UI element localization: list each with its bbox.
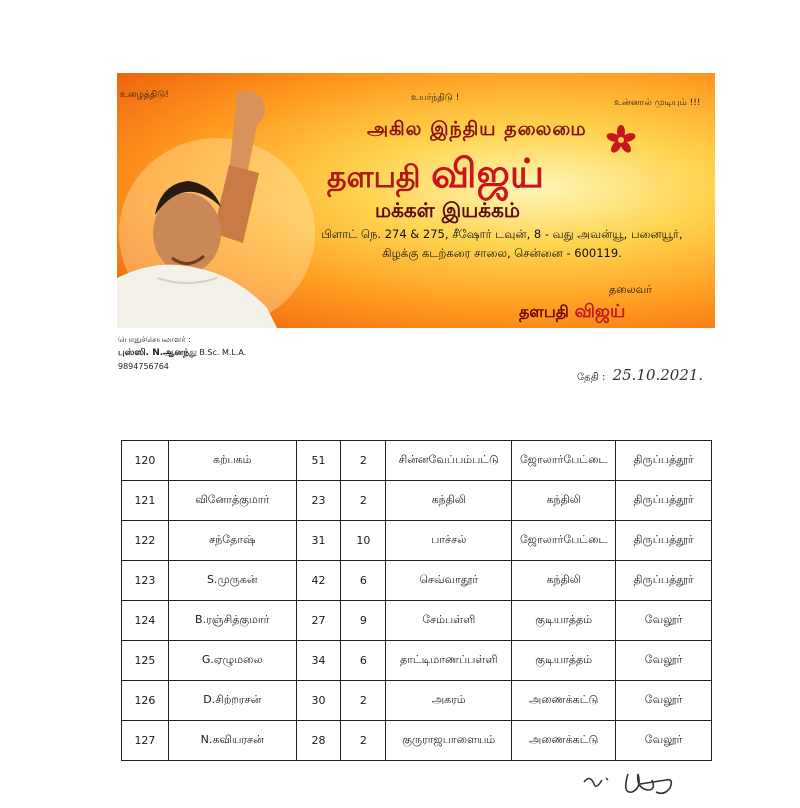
name-cell: N.கவியரசன் bbox=[168, 721, 296, 761]
secretary-label: பொதுச்செயலாளர் : bbox=[118, 335, 191, 344]
serial-cell: 124 bbox=[122, 601, 169, 641]
name-cell: D.சிற்றரசன் bbox=[168, 681, 296, 721]
age-cell: 42 bbox=[296, 561, 341, 601]
table-row bbox=[122, 721, 712, 761]
org-name-main: விஜய் bbox=[430, 151, 545, 197]
age-cell: 30 bbox=[296, 681, 341, 721]
table-row bbox=[122, 601, 712, 641]
district-cell: வேலூர் bbox=[616, 681, 712, 721]
name-cell: வினோத்குமார் bbox=[168, 481, 296, 521]
district-cell: திருப்பத்தூர் bbox=[616, 521, 712, 561]
slogan-left: உழைத்திடு! bbox=[120, 90, 169, 100]
address-line-1: பிளாட் நெ. 274 & 275, சீஷோர் டவுன், 8 - வது அவன்யூ, பனையூர், bbox=[321, 227, 683, 241]
date-label: தேதி : bbox=[577, 372, 606, 383]
secretary-phone: 9894756764 bbox=[118, 362, 169, 371]
ward-cell: 9 bbox=[341, 601, 386, 641]
table-row bbox=[122, 481, 712, 521]
union-cell: ஜோலார்பேட்டை bbox=[512, 441, 616, 481]
signature bbox=[580, 764, 690, 804]
ward-cell: 2 bbox=[341, 721, 386, 761]
org-name-prefix: தளபதி bbox=[327, 160, 421, 195]
ward-cell: 2 bbox=[341, 441, 386, 481]
union-cell: அணைக்கட்டு bbox=[512, 721, 616, 761]
ward-cell: 2 bbox=[341, 481, 386, 521]
age-cell: 31 bbox=[296, 521, 341, 561]
leader-name bbox=[519, 301, 625, 324]
serial-cell: 122 bbox=[122, 521, 169, 561]
name-cell: G.ஏழுமலை bbox=[168, 641, 296, 681]
member-list-table bbox=[121, 440, 712, 761]
union-cell: குடியாத்தம் bbox=[512, 641, 616, 681]
district-cell: வேலூர் bbox=[616, 601, 712, 641]
district-cell: வேலூர் bbox=[616, 641, 712, 681]
slogan-right: உன்னால் முடியும் !!! bbox=[614, 98, 701, 108]
leader-label: தலைவர் bbox=[609, 283, 652, 296]
slogan-middle: உயர்ந்திடு ! bbox=[411, 93, 460, 103]
district-cell: திருப்பத்தூர் bbox=[616, 441, 712, 481]
table-row bbox=[122, 441, 712, 481]
serial-cell: 127 bbox=[122, 721, 169, 761]
union-cell: கந்திலி bbox=[512, 481, 616, 521]
union-cell: கந்திலி bbox=[512, 561, 616, 601]
ward-cell: 2 bbox=[341, 681, 386, 721]
general-secretary-block bbox=[118, 333, 246, 373]
name-cell: B.ரஞ்சித்குமார் bbox=[168, 601, 296, 641]
leader-name-main: விஜய் bbox=[574, 301, 626, 322]
address-line-2: கிழக்கு கடற்கரை சாலை, சென்னை - 600119. bbox=[382, 246, 622, 260]
age-cell: 34 bbox=[296, 641, 341, 681]
district-cell: வேலூர் bbox=[616, 721, 712, 761]
village-cell: செவ்வாதூர் bbox=[386, 561, 512, 601]
org-subtitle: மக்கள் இயக்கம் bbox=[375, 198, 520, 222]
age-cell: 27 bbox=[296, 601, 341, 641]
village-cell: தாட்டிமாணப்பள்ளி bbox=[386, 641, 512, 681]
table-row bbox=[122, 641, 712, 681]
ward-cell: 10 bbox=[341, 521, 386, 561]
age-cell: 28 bbox=[296, 721, 341, 761]
table-row bbox=[122, 521, 712, 561]
name-cell: சந்தோஷ் bbox=[168, 521, 296, 561]
union-cell: ஜோலார்பேட்டை bbox=[512, 521, 616, 561]
table-row bbox=[122, 681, 712, 721]
letterhead-banner bbox=[117, 73, 715, 328]
table-row bbox=[122, 561, 712, 601]
district-cell: திருப்பத்தூர் bbox=[616, 481, 712, 521]
secretary-name: புஸ்ஸி. N.ஆனந்து bbox=[118, 348, 197, 358]
district-cell: திருப்பத்தூர் bbox=[616, 561, 712, 601]
table-body bbox=[122, 441, 712, 761]
age-cell: 51 bbox=[296, 441, 341, 481]
org-name bbox=[327, 151, 544, 202]
age-cell: 23 bbox=[296, 481, 341, 521]
village-cell: கந்திலி bbox=[386, 481, 512, 521]
ward-cell: 6 bbox=[341, 641, 386, 681]
union-cell: அணைக்கட்டு bbox=[512, 681, 616, 721]
leader-prefix: தளபதி bbox=[519, 302, 569, 321]
secretary-degree: B.Sc. M.L.A. bbox=[199, 348, 247, 357]
leader-portrait bbox=[117, 83, 317, 328]
date-value: 25.10.2021. bbox=[612, 366, 704, 384]
ward-cell: 6 bbox=[341, 561, 386, 601]
name-cell: கற்பகம் bbox=[168, 441, 296, 481]
name-cell: S.முருகன் bbox=[168, 561, 296, 601]
village-cell: சேம்பள்ளி bbox=[386, 601, 512, 641]
serial-cell: 125 bbox=[122, 641, 169, 681]
serial-cell: 123 bbox=[122, 561, 169, 601]
village-cell: அகரம் bbox=[386, 681, 512, 721]
village-cell: குருராஜபாளையம் bbox=[386, 721, 512, 761]
org-heading: அகில இந்திய தலைமை bbox=[367, 118, 587, 140]
org-address bbox=[302, 225, 702, 263]
serial-cell: 121 bbox=[122, 481, 169, 521]
date-line bbox=[577, 366, 703, 384]
village-cell: சின்னவேப்பம்பட்டு bbox=[386, 441, 512, 481]
union-cell: குடியாத்தம் bbox=[512, 601, 616, 641]
serial-cell: 120 bbox=[122, 441, 169, 481]
star-flower-icon bbox=[605, 125, 637, 155]
village-cell: பாச்சல் bbox=[386, 521, 512, 561]
serial-cell: 126 bbox=[122, 681, 169, 721]
